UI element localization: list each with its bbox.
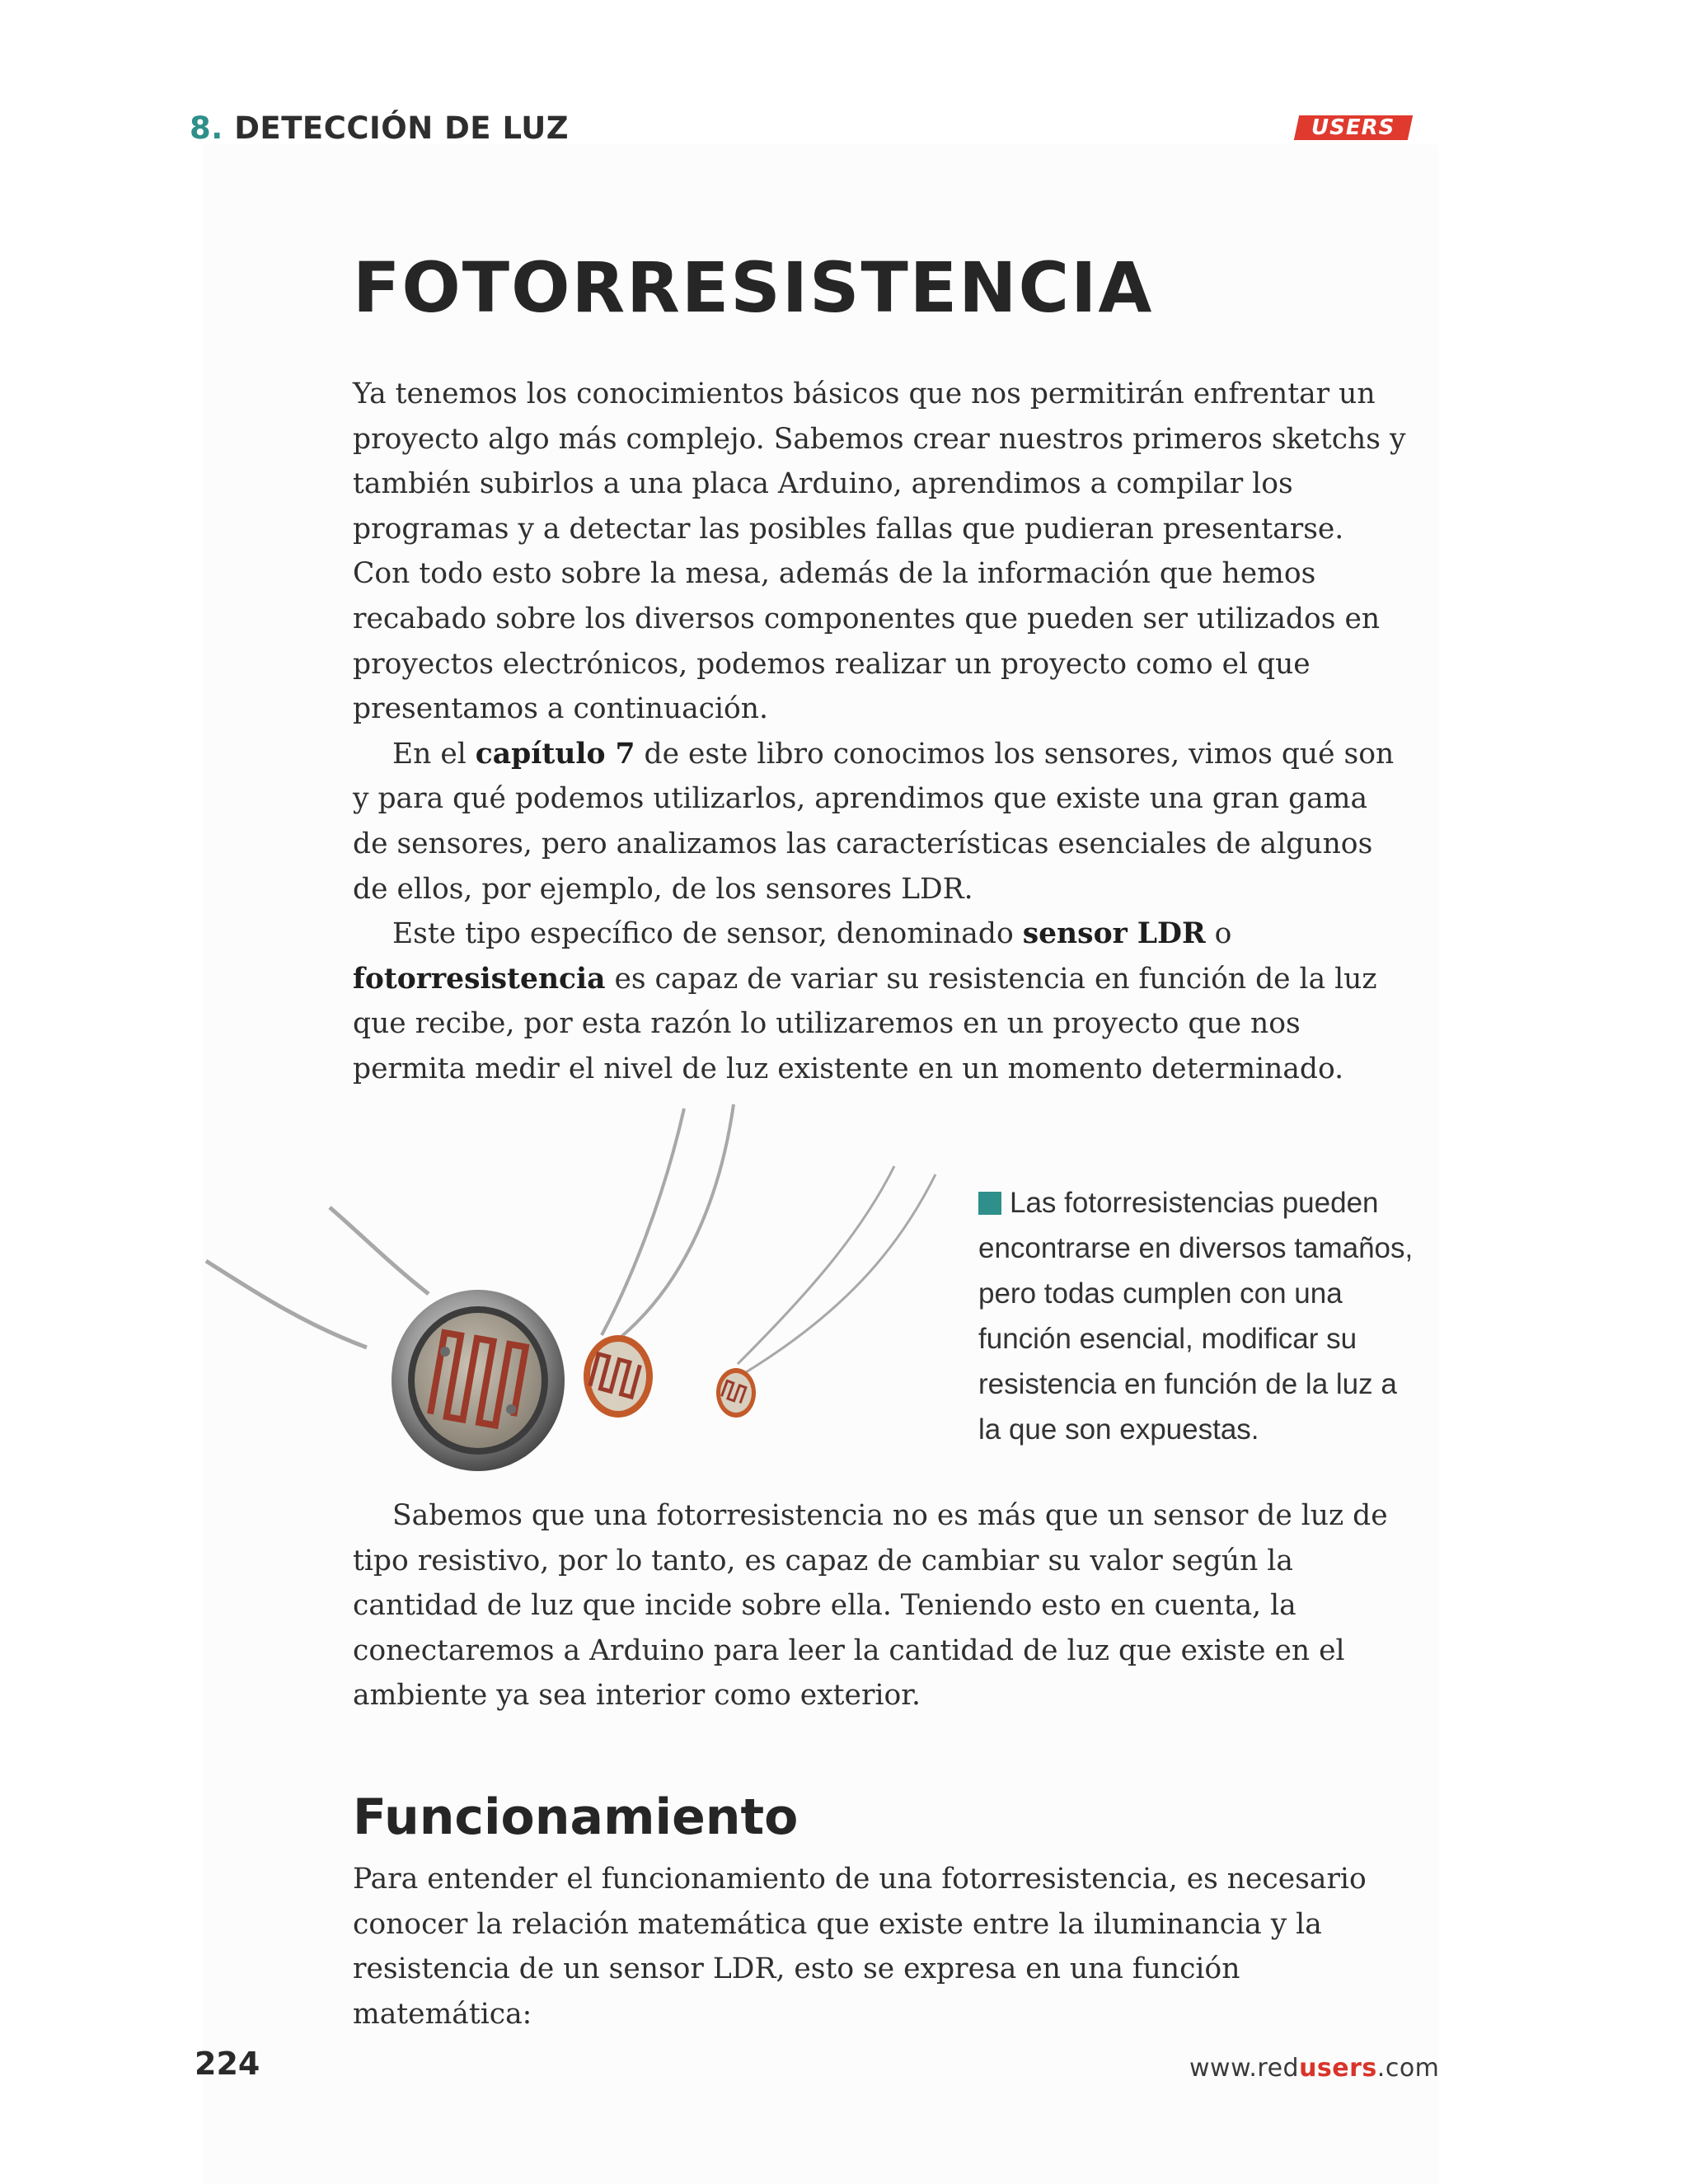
brand-logo [1294,115,1413,140]
figure-caption [978,1180,1423,1452]
intro-paragraph-3 [353,912,1408,1091]
intro-text [353,372,1408,1092]
caption-marker [978,1192,1001,1215]
caption-text: Las fotorresistencias pueden encontrarse en diversos tamaños, pero todas cumplen con una función esencial, modificar su resistencia en función de la luz a la que son expuestas. [978,1187,1414,1446]
text-run: de este libro conocimos los sensores, vimos qué son y para qué podemos utilizarlos, aprendimos que existe una gran gama de sensores, pero analizamos las características esenciales de algunos de ellos, por ejemplo, de los sensores LDR. [353,737,1395,906]
bold-term: fotorresistencia [353,962,606,996]
intro-paragraph-2 [353,732,1408,912]
url-suffix: .com [1376,2054,1440,2083]
text-run: es capaz de variar su resistencia en función de la luz que recibe, por esta razón lo utilizaremos en un proyecto que nos permita medir el nivel de luz existente en un momento determinado. [353,962,1377,1085]
chapter-title: DETECCIÓN DE LUZ [234,110,570,146]
url-prefix: www.red [1189,2054,1300,2083]
section-paragraph: Para entender el funcionamiento de una fotorresistencia, es necesario conocer la relación matemática que existe entre la iluminancia y la resistencia de un sensor LDR, esto se expresa en una función matemática: [353,1863,1367,2031]
page-number: 224 [195,2046,260,2082]
section-title: Funcionamiento [353,1788,799,1846]
text-run: o [1205,917,1232,951]
url-brand: users [1299,2054,1377,2083]
after-figure-paragraph: Sabemos que una fotorresistencia no es más que un sensor de luz de tipo resistivo, por lo tanto, es capaz de cambiar su valor según la cantidad de luz que incide sobre ella. Teniendo esto en cuenta, la conectaremos a Arduino para leer la cantidad de luz que existe en el ambiente ya sea interior como exterior. [353,1499,1388,1713]
chapter-number: 8. [190,110,223,146]
website-url[interactable] [1189,2054,1439,2083]
after-figure-text [353,1493,1408,1718]
text-run: Este tipo específico de sensor, denominado [392,917,1023,951]
bold-reference: capítulo 7 [475,737,635,771]
photoresistors-image [202,1100,944,1479]
brand-logo-text: USERS [1311,115,1395,140]
chapter-header [190,110,569,146]
bold-term: sensor LDR [1022,917,1206,951]
page-title: FOTORRESISTENCIA [353,247,1154,328]
text-run: En el [392,737,476,771]
intro-paragraph-1: Ya tenemos los conocimientos básicos que nos permitirán enfrentar un proyecto algo más complejo. Sabemos crear nuestros primeros sketchs y también subirlos a una placa Arduino, aprendimos a compilar los programas y a detectar las posibles fallas que pudieran presentarse. Con todo esto sobre la mesa, además de la información que hemos recabado sobre los diversos componentes que pueden ser utilizados en proyectos electrónicos, podemos realizar un proyecto como el que presentamos a continuación. [353,377,1406,726]
section-text [353,1857,1408,2036]
